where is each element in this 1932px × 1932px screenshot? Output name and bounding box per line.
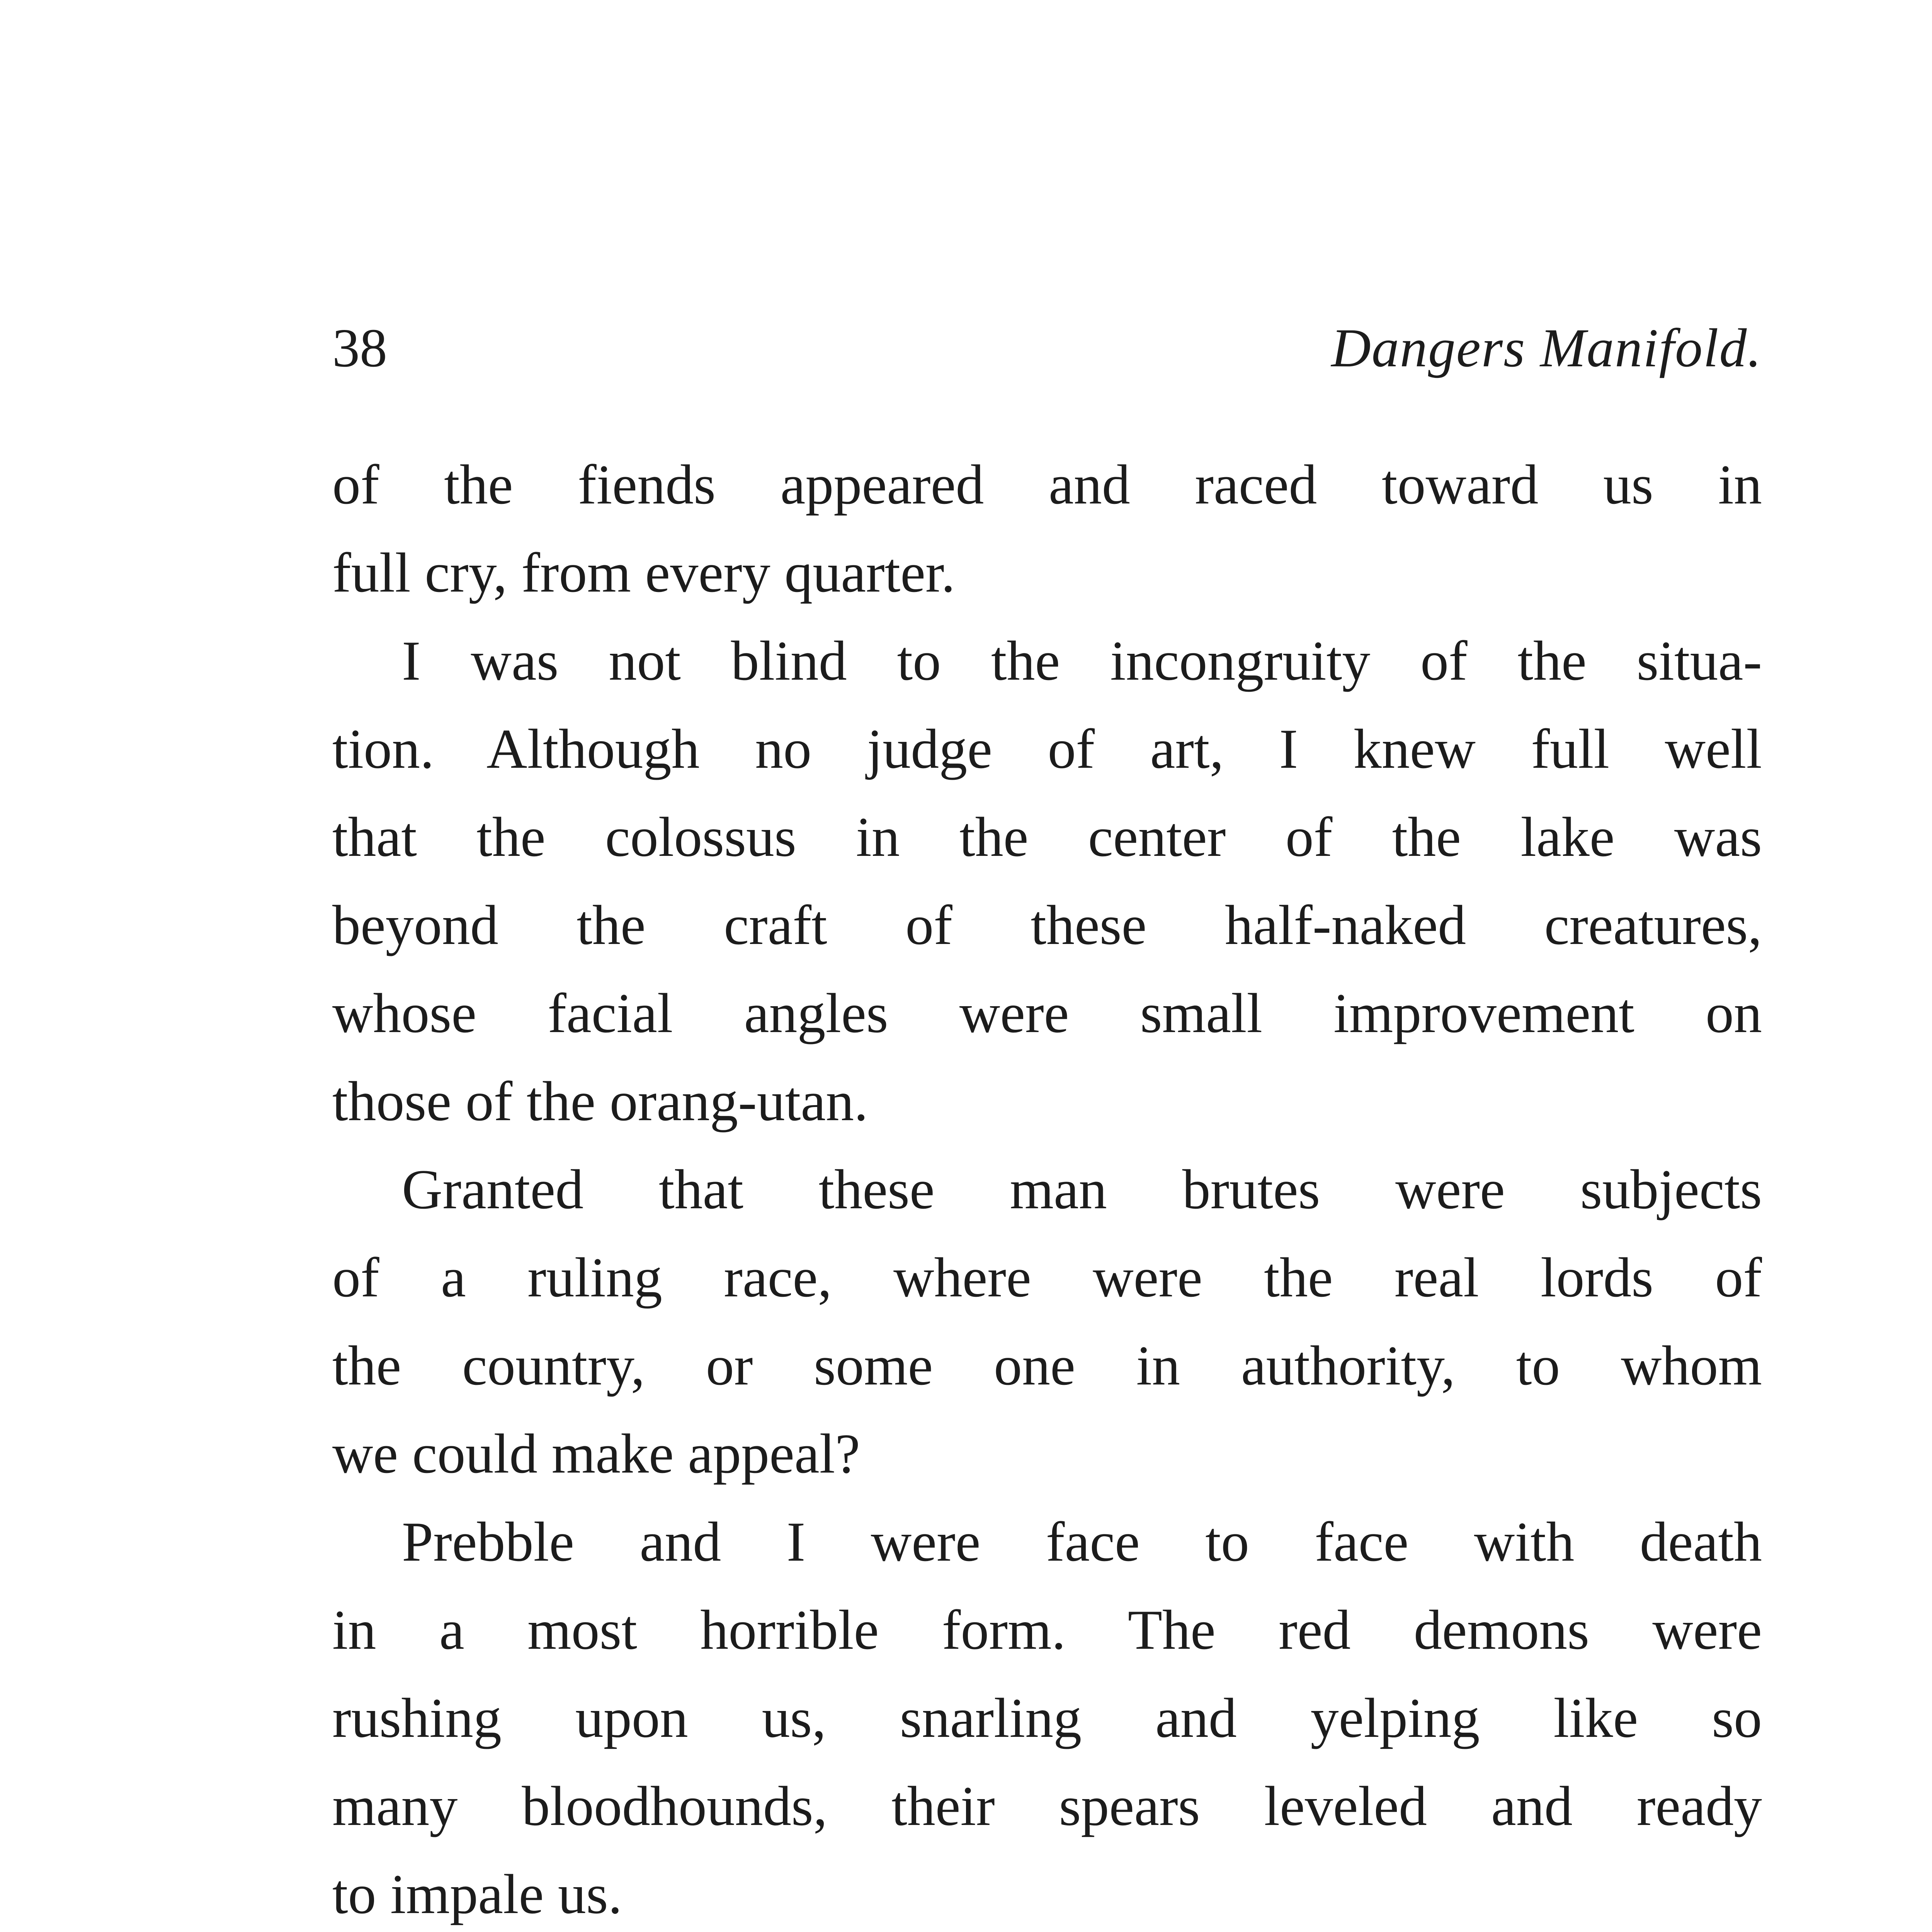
text-line: of the fiends appeared and raced toward us in <box>332 453 1762 516</box>
text-line: we could make appeal? <box>332 1422 861 1485</box>
text-line: beyond the craft of these half-naked creatures, <box>332 894 1762 956</box>
text-line: full cry, from every quarter. <box>332 541 956 604</box>
text-line: in a most horrible form. The red demons were <box>332 1599 1762 1661</box>
paragraph <box>332 1145 1762 1498</box>
text-line: to impale us. <box>332 1863 622 1925</box>
text-line: the country, or some one in authority, to whom <box>332 1334 1762 1397</box>
running-head <box>332 309 1762 394</box>
text-line: that the colossus in the center of the lake was <box>332 806 1762 868</box>
paragraph <box>332 440 1762 617</box>
paragraph <box>332 617 1762 1145</box>
running-title: Dangers Manifold. <box>1331 317 1762 378</box>
text-line: of a ruling race, where were the real lords of <box>332 1246 1762 1309</box>
text-line: those of the orang-utan. <box>332 1070 868 1133</box>
text-line: I was not blind to the incongruity of the situa- <box>402 629 1762 692</box>
text-line: tion. Although no judge of art, I knew full well <box>332 718 1762 780</box>
text-line: Granted that these man brutes were subjects <box>402 1158 1762 1221</box>
body-text <box>332 440 1762 1932</box>
page-number: 38 <box>332 317 387 378</box>
text-line: Prebble and I were face to face with death <box>402 1510 1762 1573</box>
text-line: whose facial angles were small improvement on <box>332 982 1762 1044</box>
text-line: rushing upon us, snarling and yelping like so <box>332 1687 1762 1749</box>
text-line: many bloodhounds, their spears leveled and ready <box>332 1775 1762 1837</box>
paragraph <box>332 1498 1762 1932</box>
